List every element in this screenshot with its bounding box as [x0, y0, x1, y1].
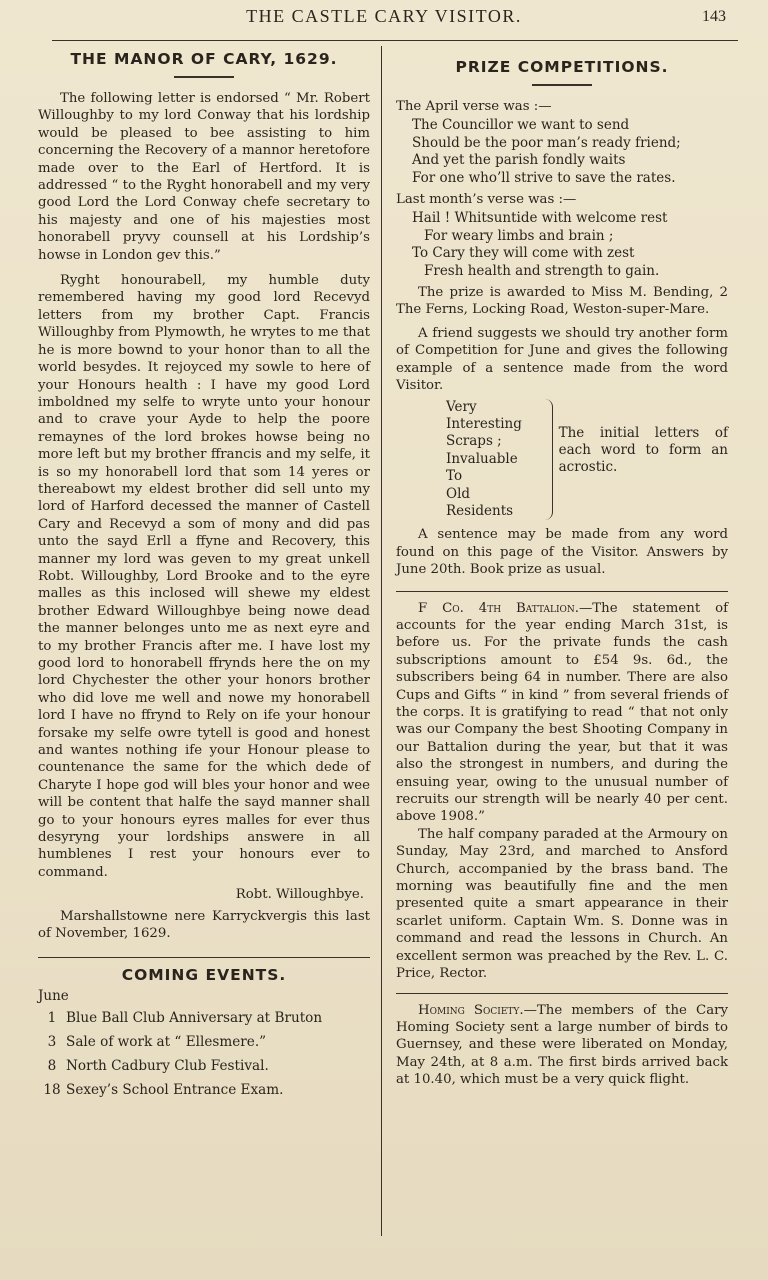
homing-para: [396, 1002, 728, 1089]
verse-line: Fresh health and strength to gain.: [424, 262, 660, 279]
acrostic-word: To: [446, 468, 463, 485]
acrostic-words: [446, 399, 540, 521]
verse-line: Hail ! Whitsuntide with welcome rest: [412, 210, 668, 227]
acrostic-word: Interesting: [446, 415, 522, 432]
left-column: [38, 50, 370, 1102]
event-day: 3: [47, 1033, 57, 1050]
verse-line: Should be the poor man’s ready friend;: [412, 134, 681, 151]
prize-suggestion: A friend suggests we should try another form of Competition for June and gives the following example of a sentence made from the word Visitor.: [396, 325, 728, 394]
section-rule: [38, 957, 370, 958]
verse-line: To Cary they will come with zest: [412, 245, 635, 262]
acrostic-word: Residents: [446, 502, 514, 519]
event-item: [38, 1006, 370, 1030]
event-text: North Cadbury Club Festival.: [66, 1057, 269, 1074]
heading-dash: [174, 76, 234, 78]
events-heading: COMING EVENTS.: [121, 965, 287, 984]
april-verse: [412, 117, 728, 187]
event-text: Blue Ball Club Anniversary at Bruton: [66, 1009, 323, 1026]
events-month: June: [38, 987, 69, 1004]
heading-dash: [532, 84, 592, 86]
header-title: THE CASTLE CARY VISITOR.: [246, 6, 522, 26]
manor-letter: Ryght honourabell, my humble duty remembered having my good lord Recevyd letters from my brother Capt. Francis Willoughby from Plymowth, he wrytes to me that he is more bownd to your honor than to all the world besydes. It rejoyced my sowle to here of your Honours health : I have my good Lord imboldned my selfe to wryte unto your honour and to crave your Ayde to help the poore remaynes of the lord brokes howse being no more left but my brother ffrancis and my selfe, it is so my honorabell lord that som 14 yeres or thereabowt my eldest brother did sell unto my lord of Harford decessed the manner of Castell Cary and Recevyd a som of mony and did pas unto the sayd Erll a ffyne and Recovery, this manner my lord was geven to my great unkell Robt. Willoughby, Lord Brooke and to the eyre malles as this inclosed will shewe my eldest brother Edward Willoughbye being nowe dead the manner belonges unto me as next eyre and to my brother Francis after me. I have lost my good lord to honorabell ffrynds here the on my lord Chychester the other your honors brother who did love me well and nowe my honorabell lord I have no ffrynd to Rely on ife your honour forsake my selfe owre tytell is good and honest and wantes nothing ife your Honour please to countenance the same for the which dede of Charyte I hope god will bles your honor and wee will be content that halfe the sayd manner shall go to your honours eyres malles for ever thus desyryng your lordships answere in all humblenes I rest your honours ever to command.: [38, 273, 370, 880]
page-number: 143: [702, 8, 726, 25]
running-header: [30, 6, 738, 32]
verse-line: For one who’ll strive to save the rates.: [412, 169, 676, 186]
event-day: 18: [43, 1081, 61, 1098]
acrostic-example: [446, 399, 728, 521]
last-verse: [412, 210, 728, 280]
prize-award: The prize is awarded to Miss M. Bending, 2 The Ferns, Locking Road, Weston-super-Mare.: [396, 285, 728, 318]
homing-lead: Homing Society.: [418, 1002, 524, 1018]
acrostic-note: The initial letters of each word to form an acrostic.: [558, 424, 728, 476]
manor-closing: Marshallstowne nere Karryckvergis this last of November, 1629.: [38, 908, 370, 942]
battalion-lead: F Co. 4th Battalion.: [418, 600, 579, 616]
battalion-para1: [396, 600, 728, 826]
event-item: [38, 1054, 370, 1078]
april-label: The April verse was :—: [396, 99, 552, 114]
battalion-para2: The half company paraded at the Armoury on Sunday, May 23rd, and marched to Ansford Church, accompanied by the brass band. The morning was beautifully fine and the men presented quite a smart appearance in their scarlet uniform. Captain Wm. S. Donne was in command and read the lessons in Church. An excellent sermon was preached by the Rev. L. C. Price, Rector.: [396, 826, 728, 982]
verse-line: The Councillor we want to send: [412, 117, 630, 134]
last-label: Last month’s verse was :—: [396, 192, 577, 208]
homing-text: —The members of the Cary Homing Society sent a large number of birds to Guernsey, and these were liberated on Monday, May 24th, at 8 a.m. The first birds arrived back at 10.40, which must be a very quick flight.: [396, 1002, 728, 1088]
manor-heading: THE MANOR OF CARY, 1629.: [70, 50, 338, 68]
event-text: Sexey’s School Entrance Exam.: [66, 1081, 284, 1098]
header-rule: [52, 40, 738, 41]
acrostic-word: Invaluable: [446, 450, 518, 467]
acrostic-word: Very: [446, 398, 477, 415]
events-list: [38, 1006, 370, 1102]
acrostic-word: Old: [446, 485, 471, 502]
verse-line: For weary limbs and brain ;: [424, 227, 614, 244]
event-day: 8: [47, 1057, 57, 1074]
verse-line: And yet the parish fondly waits: [412, 152, 626, 169]
event-item: [38, 1030, 370, 1054]
event-item: [38, 1078, 370, 1102]
event-day: 1: [47, 1009, 57, 1026]
prize-rules: A sentence may be made from any word found on this page of the Visitor. Answers by June 20th. Book prize as usual.: [396, 527, 728, 578]
manor-signature: Robt. Willoughbye.: [235, 887, 364, 903]
section-rule: [396, 993, 728, 994]
acrostic-word: Scraps ;: [446, 433, 502, 450]
event-text: Sale of work at “ Ellesmere.”: [66, 1033, 267, 1050]
section-rule: [396, 591, 728, 592]
manor-intro: The following letter is endorsed “ Mr. Robert Willoughby to my lord Conway that his lordship would be pleased to bee assisting to him concerning the Recovery of a mannor heretofore made over to the Earl of Hertford. It is addressed “ to the Ryght honorabell and my very good Lord the Lord Conway chefe secretary to his majesty and one of his majesties most honorabell pryvy counsell at his Lordship’s howse in London gev this.”: [38, 91, 370, 263]
right-column: [396, 58, 728, 1089]
brace-mark: [540, 399, 553, 521]
battalion-text: —The statement of accounts for the year ending March 31st, is before us. For the private funds the cash subscriptions amount to £54 9s. 6d., the subscribers being 64 in number. There are also Cups and Gifts “ in kind ” from several friends of the corps. It is gratifying to read “ that not only was our Company the best Shooting Company in our Battalion during the year, but that it was also the strongest in numbers, and during the ensuing year, owing to the unusual number of recruits our strength will be nearly 40 per cent. above 1908.”: [396, 600, 728, 825]
column-divider: [381, 46, 382, 1236]
prize-heading: PRIZE COMPETITIONS.: [455, 58, 669, 76]
